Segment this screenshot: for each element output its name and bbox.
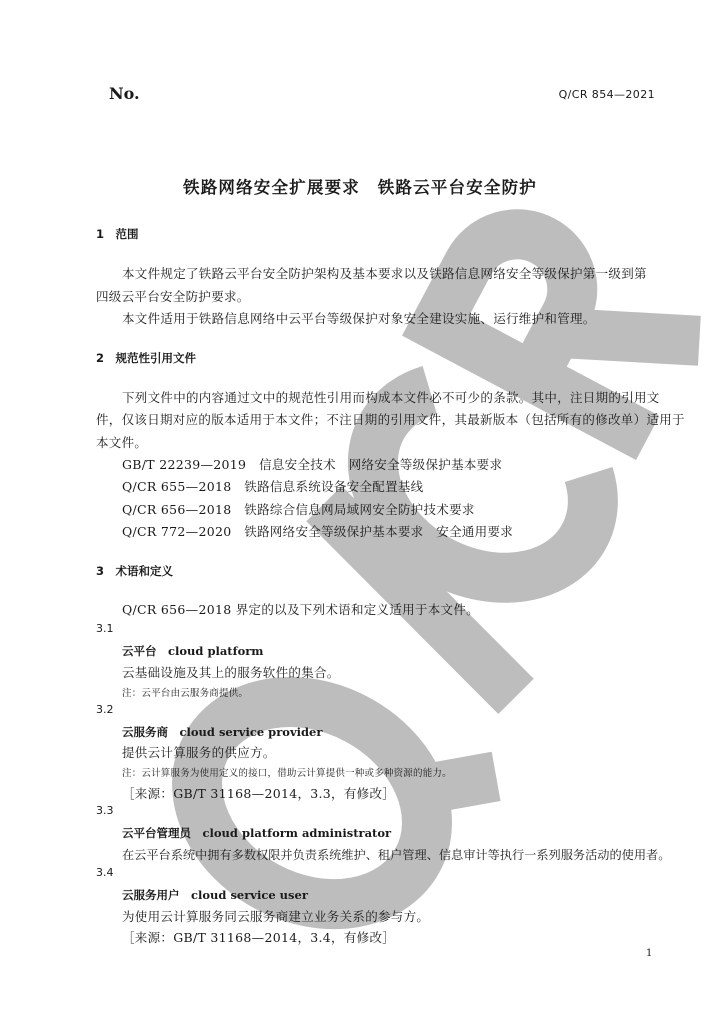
section-2-heading: 2 规范性引用文件 [96,351,197,365]
reference-item: GB/T 22239—2019 信息安全技术 网络安全等级保护基本要求 [122,457,503,472]
clause-3-3-definition: 在云平台系统中拥有多数权限并负责系统维护、租户管理、信息审计等执行一系列服务活动的使用者。 [122,848,671,862]
clause-3-1-term: 云平台 cloud platform [122,644,264,658]
clause-3-1-note: 注：云平台由云服务商提供。 [122,688,249,699]
header-no-label: No. [109,84,140,103]
clause-3-2-definition: 提供云计算服务的供应方。 [122,745,276,760]
section-1-heading: 1 范围 [96,227,139,241]
reference-item: Q/CR 656—2018 铁路综合信息网局域网安全防护技术要求 [122,502,475,517]
clause-3-4-number: 3.4 [96,866,114,879]
clause-3-4-source: ［来源：GB/T 31168—2014，3.4，有修改］ [122,930,396,945]
clause-3-1-definition: 云基础设施及其上的服务软件的集合。 [122,665,340,680]
clause-3-4-definition: 为使用云计算服务同云服务商建立业务关系的参与方。 [122,909,430,924]
section-2-para-line2: 件，仅该日期对应的版本适用于本文件；不注日期的引用文件，其最新版本（包括所有的修改单）适用于 [96,412,685,427]
header-standard-code: Q/CR 854—2021 [558,88,655,101]
watermark-q-tail [408,744,496,825]
clause-3-3-term: 云平台管理员 cloud platform administrator [122,826,392,840]
page-number: 1 [646,948,653,959]
section-2-para-line1: 下列文件中的内容通过文中的规范性引用而构成本文件必不可少的条款。其中，注日期的引用文 [122,390,660,405]
section-3-intro: Q/CR 656—2018 界定的以及下列术语和定义适用于本文件。 [122,602,479,617]
reference-item: Q/CR 655—2018 铁路信息系统设备安全配置基线 [122,479,424,494]
section-1-para1-line2: 四级云平台安全防护要求。 [96,289,250,304]
section-2-para-line3: 本文件。 [96,435,148,450]
clause-3-2-source: ［来源：GB/T 31168—2014，3.3，有修改］ [122,786,396,801]
section-1-para1-line1: 本文件规定了铁路云平台安全防护架构及基本要求以及铁路信息网络安全等级保护第一级到第 [122,266,647,281]
page-title: 铁路网络安全扩展要求 铁路云平台安全防护 [183,178,537,197]
clause-3-4-term: 云服务用户 cloud service user [122,888,308,902]
reference-item: Q/CR 772—2020 铁路网络安全等级保护基本要求 安全通用要求 [122,524,514,539]
clause-3-3-number: 3.3 [96,804,114,817]
clause-3-2-term: 云服务商 cloud service provider [122,725,323,739]
section-3-heading: 3 术语和定义 [96,564,174,578]
clause-3-1-number: 3.1 [96,622,114,635]
clause-3-2-number: 3.2 [96,703,114,716]
clause-3-2-note: 注：云计算服务为使用定义的接口，借助云计算提供一种或多种资源的能力。 [122,768,452,779]
section-1-para2: 本文件适用于铁路信息网络中云平台等级保护对象安全建设实施、运行维护和管理。 [122,311,596,326]
